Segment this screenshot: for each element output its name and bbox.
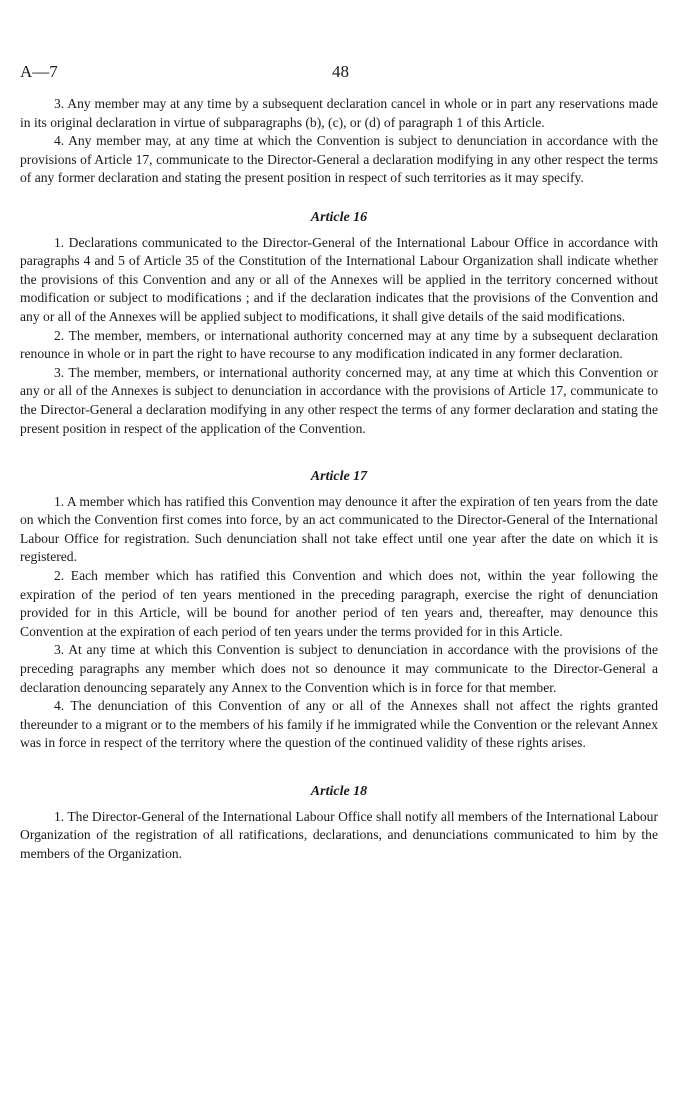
- document-body: [20, 95, 658, 863]
- page-header: [20, 62, 660, 86]
- page-number: 48: [332, 62, 349, 81]
- article-17-paragraph-1: 1. A member which has ratified this Convention may denounce it after the expiration of ten years from the date on which the Convention first comes into force, by an act communicated to the Director-General of the International Labour Office for registration. Such denunciation shall not take effect until one year after the date on which it is registered.: [20, 493, 658, 565]
- article-16-paragraph-1: 1. Declarations communicated to the Director-General of the International Labour Office in accordance with paragraphs 4 and 5 of Article 35 of the Constitution of the International Labour Organization shall indicate whether the provisions of this Convention and any or all of the Annexes will be applied in the territory concerned without modification or subject to modifications ; and if the declaration indicates that the provisions of the Convention and any or all of the Annexes will be applied subject to modifications, it shall give details of the said modifications.: [20, 234, 658, 324]
- article-15-paragraph-4: 4. Any member may, at any time at which the Convention is subject to denunciation in accordance with the provisions of Article 17, communicate to the Director-General a declaration modifying in any other respect the terms of any former declaration and stating the present position in respect of such territories as it may specify.: [20, 133, 658, 186]
- article-17-paragraph-3: 3. At any time at which this Convention is subject to denunciation in accordance with the provisions of the preceding paragraphs any member which does not so denounce it may communicate to the Director-General a declaration denouncing separately any Annex to the Convention which is in force for that member.: [20, 642, 658, 695]
- article-16-paragraph-3: 3. The member, members, or international authority concerned may, at any time at which this Convention or any or all of the Annexes is subject to denunciation in accordance with the provisions of Article 17, communicate to the Director-General a declaration modifying in any other respect the terms of any former declaration and stating the present position in respect of the application of the Convention.: [20, 364, 658, 436]
- article-18-paragraph-1: 1. The Director-General of the International Labour Office shall notify all members of the International Labour Organization of the registration of all ratifications, declarations, and denunciations communicated to him by the members of the Organization.: [20, 808, 658, 861]
- series-number: A—7: [20, 62, 58, 81]
- article-17-paragraph-2: 2. Each member which has ratified this Convention and which does not, within the year following the expiration of the period of ten years mentioned in the preceding paragraph, exercise the right of denunciation provided for in this Article, will be bound for another period of ten years and, thereafter, may denounce this Convention at the expiration of each period of ten years under the terms provided for in this Article.: [20, 568, 658, 639]
- article-16-heading: Article 16: [310, 209, 368, 225]
- article-18-heading: Article 18: [310, 784, 368, 799]
- article-17-heading: Article 17: [310, 469, 368, 485]
- article-15-paragraph-3: 3. Any member may at any time by a subsequent declaration cancel in whole or in part any reservations made in its original declaration in virtue of subparagraphs (b), (c), or (d) of paragraph 1 of this Article.: [20, 96, 658, 130]
- article-16-paragraph-2: 2. The member, members, or international authority concerned may at any time by a subsequent declaration renounce in whole or in part the right to have recourse to any modification indicated in any former declaration.: [20, 327, 658, 362]
- article-17-paragraph-4: 4. The denunciation of this Convention of any or all of the Annexes shall not affect the rights granted thereunder to a migrant or to the members of his family if he immigrated while the Convention or the relevant Annex was in force in respect of the territory where the question of the continued validity of these rights arises.: [20, 698, 658, 751]
